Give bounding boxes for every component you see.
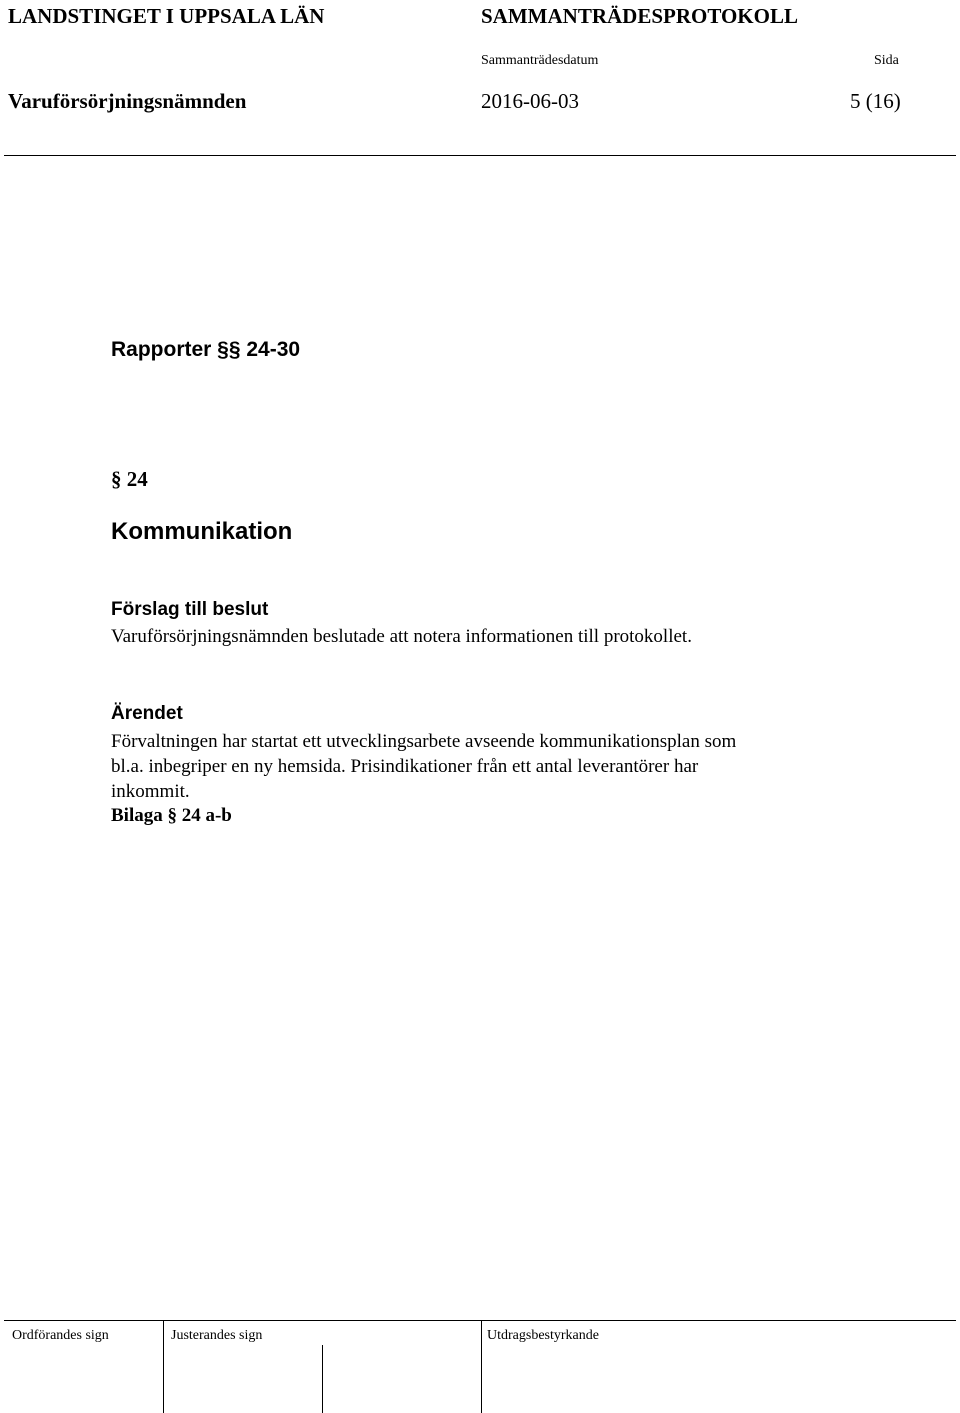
chair-signature-label: Ordförandes sign [12, 1328, 109, 1343]
meeting-date-label: Sammanträdesdatum [481, 53, 599, 68]
document-type: SAMMANTRÄDESPROTOKOLL [481, 4, 798, 28]
page-label: Sida [874, 53, 899, 68]
signature-box-divider [163, 1320, 164, 1413]
extract-certification-label: Utdragsbestyrkande [487, 1328, 599, 1343]
footer-divider [4, 1320, 956, 1321]
organization-name: LANDSTINGET I UPPSALA LÄN [8, 4, 325, 28]
section-heading: Rapporter §§ 24-30 [111, 338, 301, 361]
item-title: Kommunikation [111, 518, 293, 545]
paragraph-number: § 24 [111, 467, 148, 491]
matter-text-line: bl.a. inbegriper en ny hemsida. Prisindikationer från ett antal leverantörer har [111, 756, 699, 777]
attachment-reference: Bilaga § 24 a-b [111, 805, 232, 826]
matter-heading: Ärendet [111, 703, 183, 724]
matter-text [111, 729, 871, 804]
proposal-text: Varuförsörjningsnämnden beslutade att notera informationen till protokollet. [111, 626, 692, 647]
matter-text-line: Förvaltningen har startat ett utvecklingsarbete avseende kommunikationsplan som [111, 731, 737, 752]
signature-box-divider [322, 1345, 323, 1413]
proposal-heading: Förslag till beslut [111, 599, 269, 620]
matter-text-line: inkommit. [111, 781, 190, 802]
adjuster-signature-label: Justerandes sign [171, 1328, 263, 1343]
signature-box-divider [481, 1320, 482, 1413]
header-divider [4, 155, 956, 156]
page-number: 5 (16) [850, 89, 901, 113]
meeting-date: 2016-06-03 [481, 89, 579, 113]
committee-name: Varuförsörjningsnämnden [8, 89, 247, 113]
